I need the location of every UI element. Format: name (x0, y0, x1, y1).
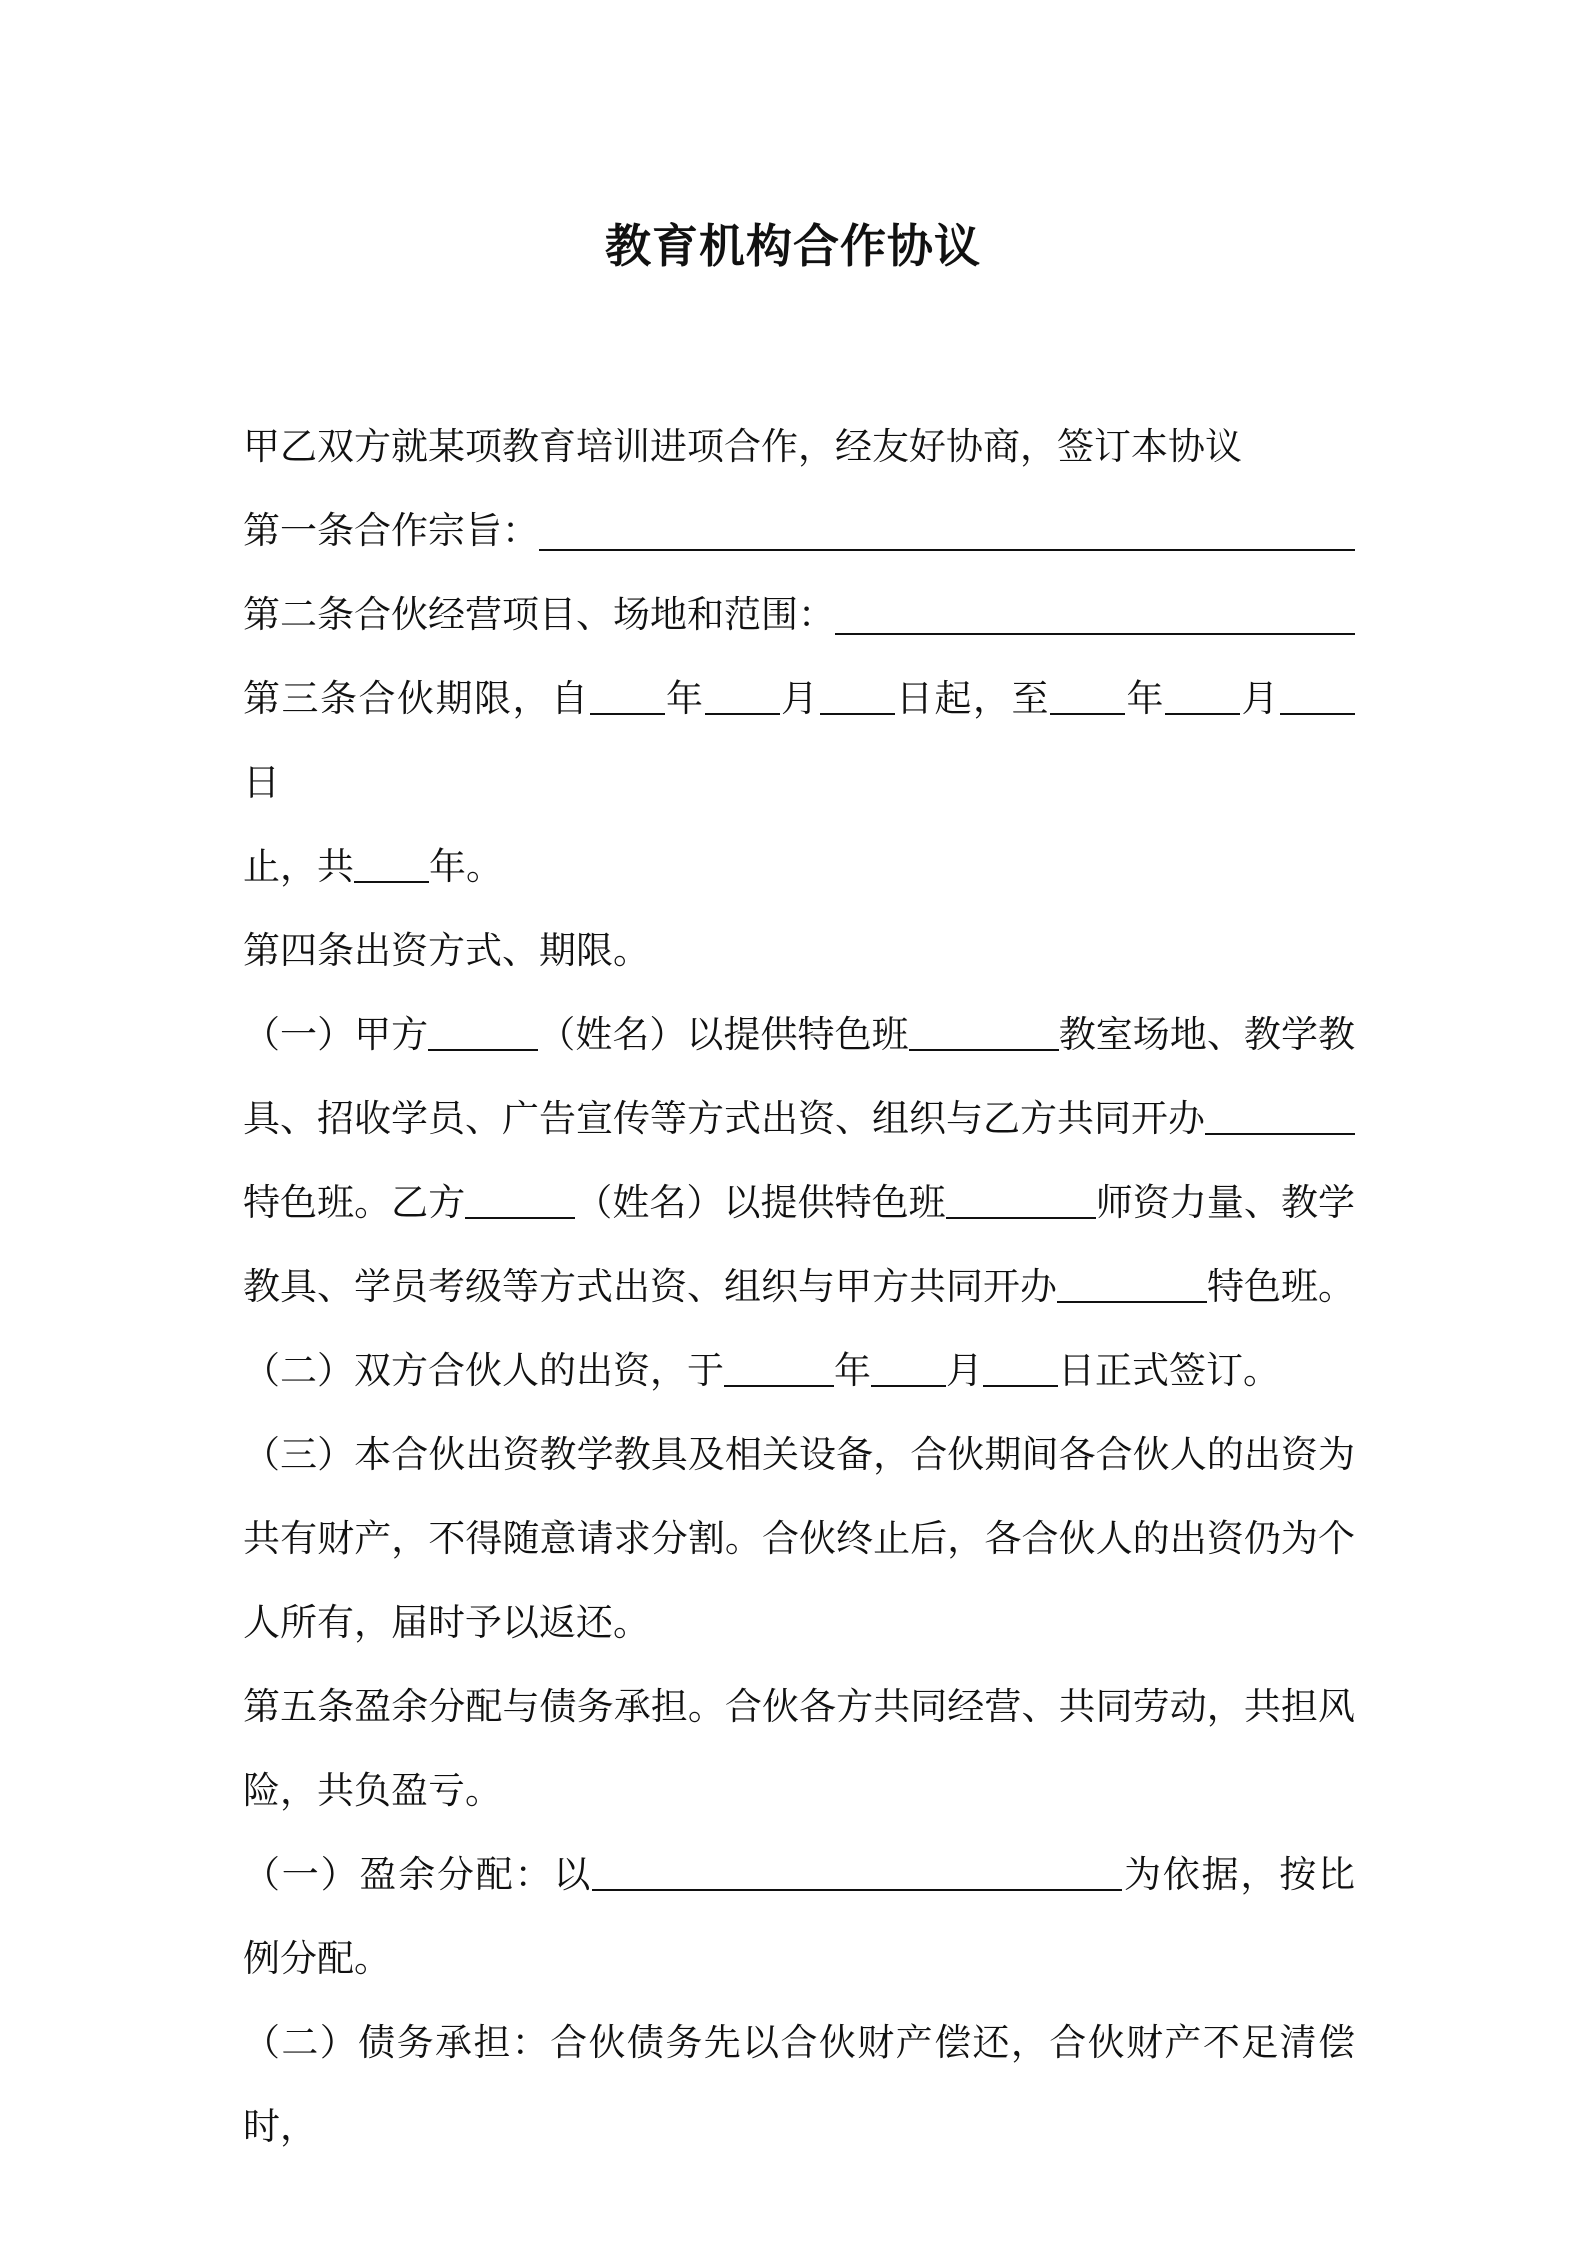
profit-ratio-label: 为依据，按比例分配。 (243, 1853, 1356, 1980)
article-1-line (243, 489, 1355, 573)
party-b-contribution-text: 师资力量、教学教具、学员考级等方式出资、组织与甲方共同开办 (243, 1181, 1356, 1308)
month-label: 月 (1240, 677, 1280, 720)
article-5-clause-2: （二）债务承担：合伙债务先以合伙财产偿还，合伙财产不足清偿时， (243, 2021, 1355, 2148)
party-a-class-blank[interactable] (909, 1009, 1059, 1051)
document-body (243, 405, 1355, 2169)
end-day-blank[interactable] (1280, 673, 1355, 715)
party-b-name-blank[interactable] (465, 1177, 575, 1219)
year-label: 年 (1125, 677, 1165, 720)
term-total-label: 止，共 (243, 845, 354, 888)
profit-basis-label: （一）盈余分配：以 (243, 1853, 593, 1896)
party-a-program-blank[interactable] (1205, 1093, 1355, 1135)
party-b-program-blank[interactable] (1057, 1261, 1207, 1303)
intro-paragraph: 甲乙双方就某项教育培训进项合作，经友好协商，签订本协议 (243, 425, 1242, 468)
year-label: 年 (664, 677, 705, 720)
total-years-blank[interactable] (354, 841, 429, 883)
day-label: 日起，至 (894, 677, 1050, 720)
month-label: 月 (946, 1349, 983, 1392)
start-year-blank[interactable] (590, 673, 665, 715)
article-4-clause-3: （三）本合伙出资教学教具及相关设备，合伙期间各合伙人的出资为共有财产，不得随意请求分割。合伙终止后，各合伙人的出资仍为个人所有，届时予以返还。 (243, 1433, 1355, 1644)
end-month-blank[interactable] (1165, 673, 1240, 715)
signing-label: 日正式签订。 (1058, 1349, 1280, 1392)
contribution-day-blank[interactable] (983, 1345, 1058, 1387)
party-a-provide-label: （姓名）以提供特色班 (538, 1013, 909, 1056)
article-4-heading: 第四条出资方式、期限。 (243, 929, 650, 972)
article-4-clause-2 (243, 1329, 1355, 1413)
party-a-contribution-text: 教室场地、教学教具、招收学员、广告宣传等方式出资、组织与乙方共同开办 (243, 1013, 1356, 1140)
party-a-name-blank[interactable] (428, 1009, 538, 1051)
article-3-prefix: 第三条合伙期限，自 (243, 677, 590, 720)
article-4-clause-1 (243, 993, 1355, 1329)
article-1-blank[interactable] (539, 509, 1355, 551)
profit-basis-blank[interactable] (592, 1849, 1122, 1891)
program-suffix: 特色班。 (1207, 1265, 1355, 1308)
day-label: 日 (243, 761, 280, 804)
article-1-label: 第一条合作宗旨： (243, 509, 539, 552)
article-2-label: 第二条合伙经营项目、场地和范围： (243, 593, 835, 636)
start-day-blank[interactable] (820, 673, 895, 715)
contribution-month-blank[interactable] (871, 1345, 946, 1387)
month-label: 月 (779, 677, 820, 720)
year-label: 年。 (429, 845, 503, 888)
document-title: 教育机构合作协议 (605, 219, 981, 273)
article-2-blank[interactable] (835, 593, 1355, 635)
party-b-provide-label: （姓名）以提供特色班 (575, 1181, 946, 1224)
article-5-heading: 第五条盈余分配与债务承担。合伙各方共同经营、共同劳动，共担风险，共负盈亏。 (243, 1685, 1355, 1812)
party-a-label: （一）甲方 (243, 1013, 429, 1056)
year-label: 年 (834, 1349, 871, 1392)
party-b-label: 特色班。乙方 (243, 1181, 466, 1224)
contribution-year-blank[interactable] (724, 1345, 834, 1387)
article-2-line (243, 573, 1355, 657)
party-b-class-blank[interactable] (946, 1177, 1096, 1219)
article-5-clause-1 (243, 1833, 1355, 2001)
end-year-blank[interactable] (1050, 673, 1125, 715)
contribution-date-label: （二）双方合伙人的出资，于 (243, 1349, 724, 1392)
article-3-paragraph (243, 657, 1355, 909)
start-month-blank[interactable] (705, 673, 780, 715)
